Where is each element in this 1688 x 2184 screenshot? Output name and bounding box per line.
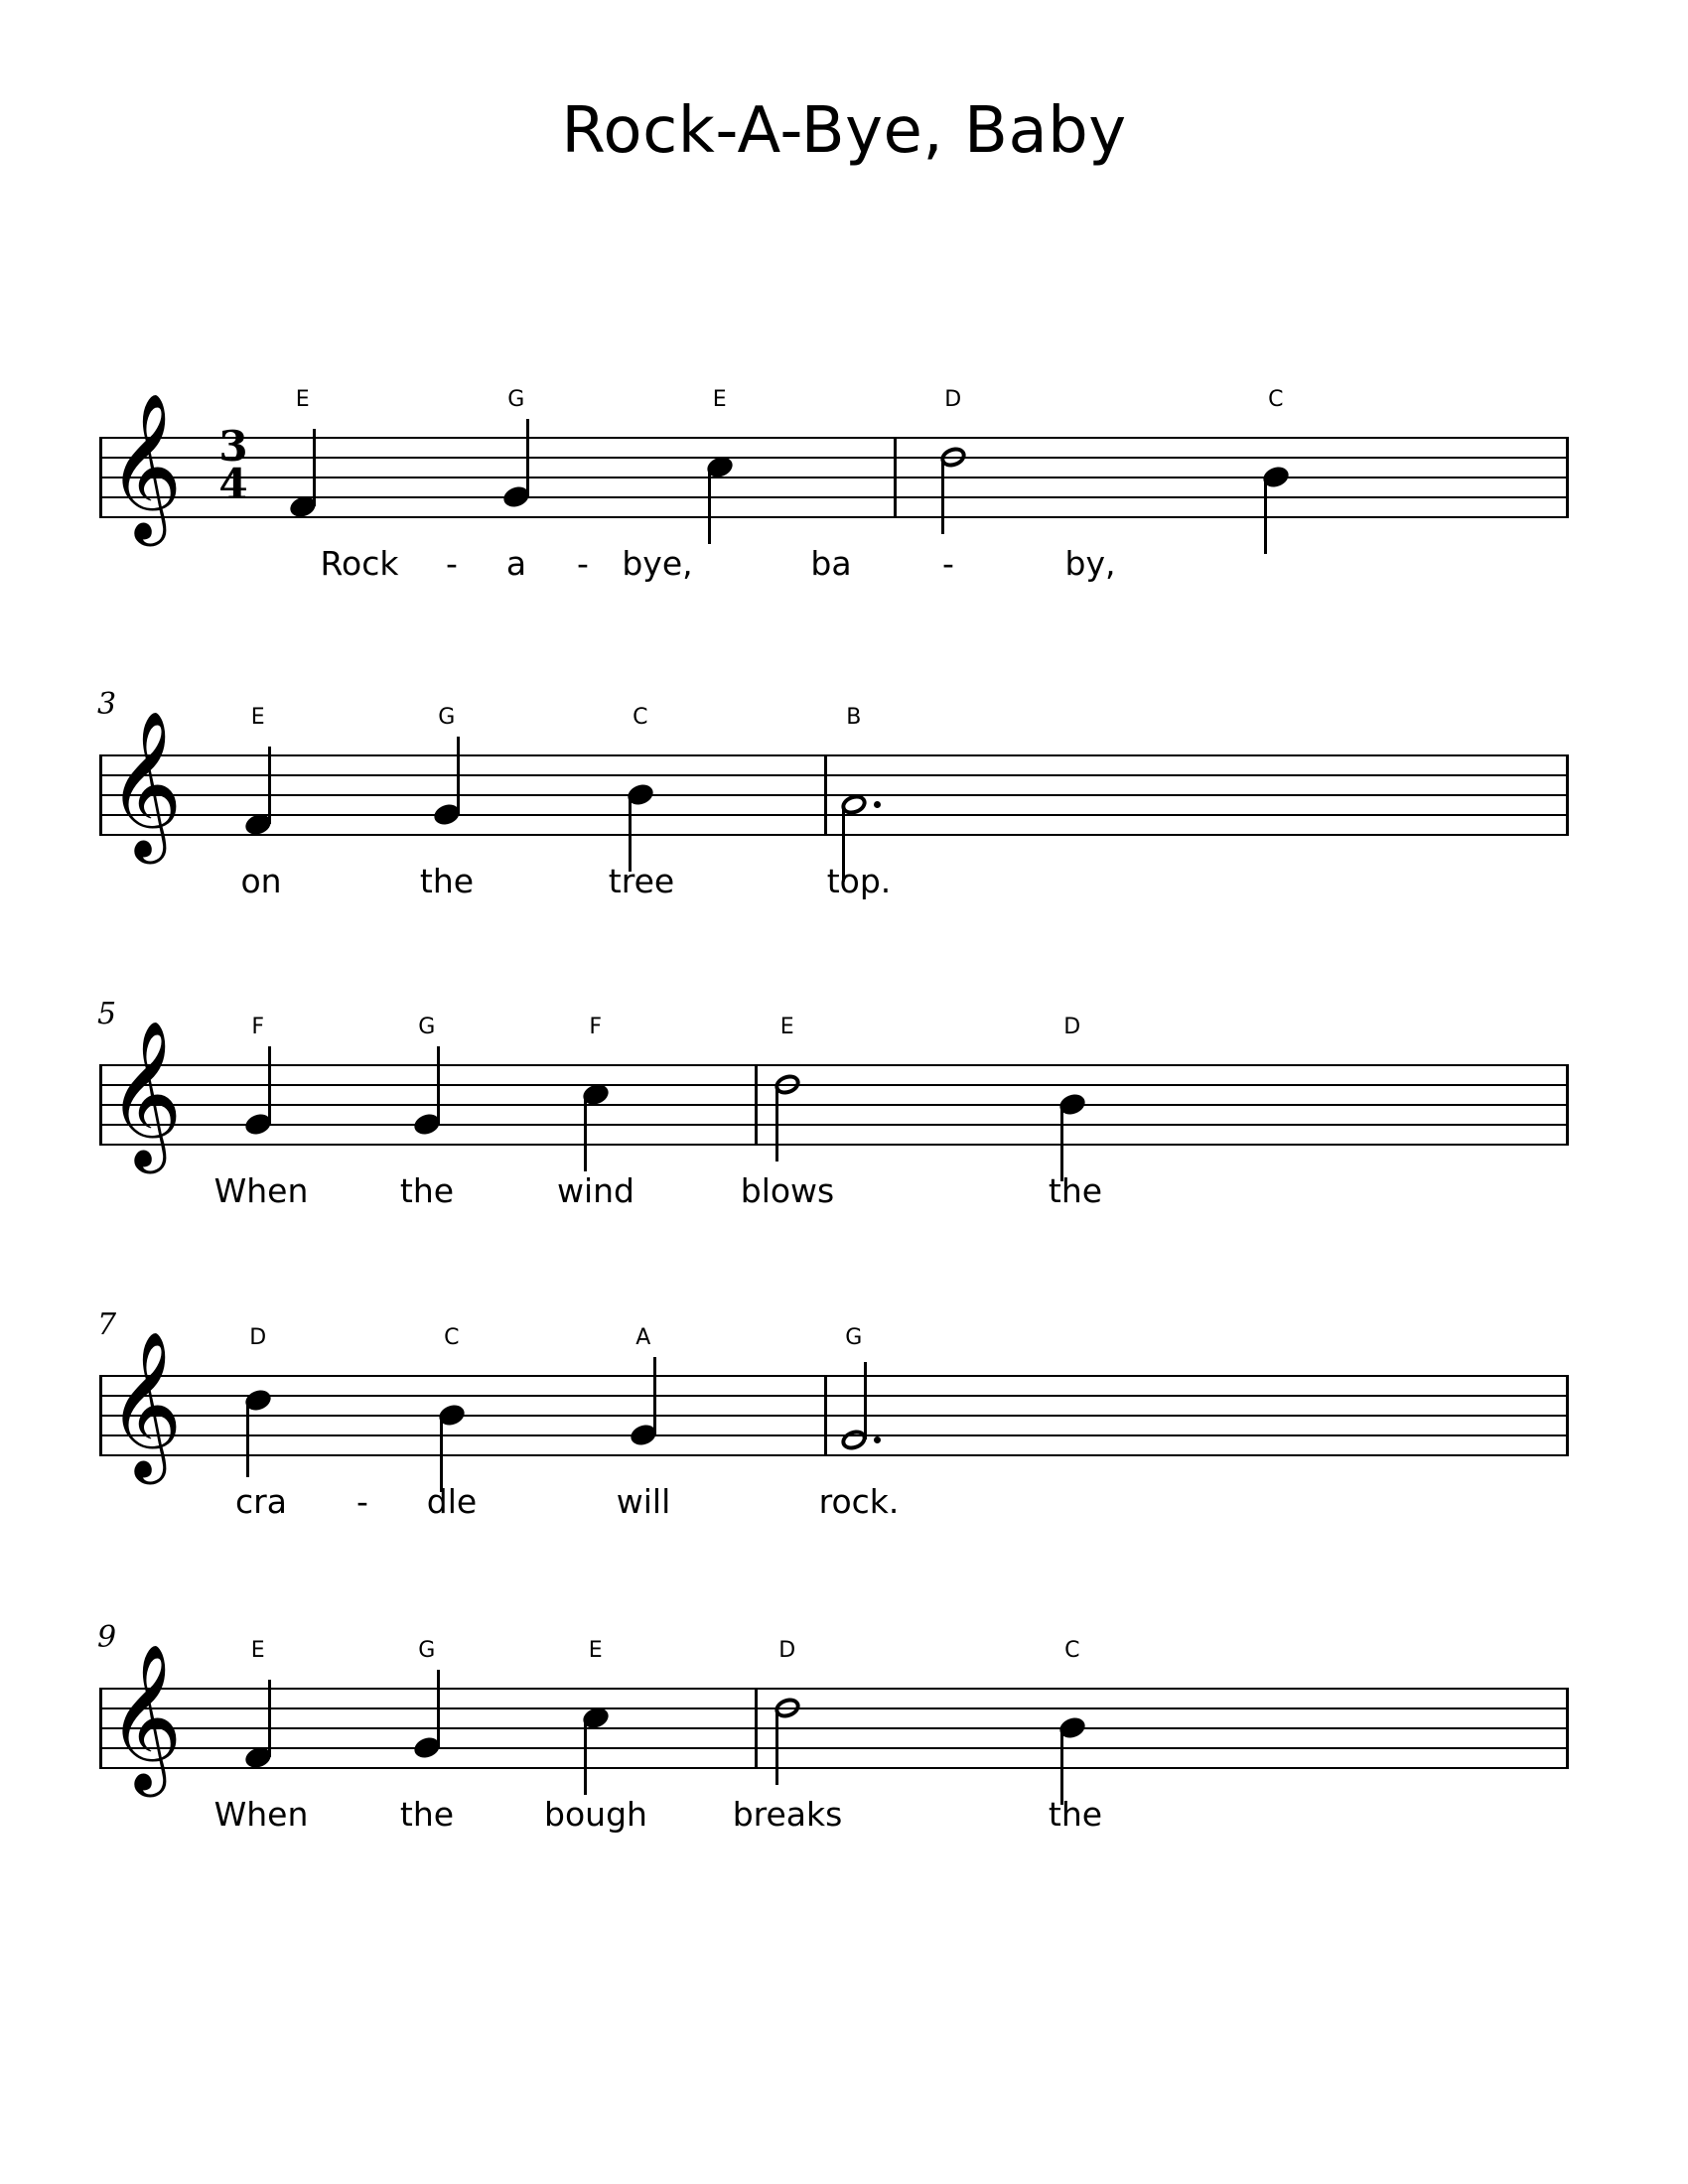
note-stem	[268, 747, 271, 824]
lyric-syllable: tree	[608, 862, 675, 900]
note-stem	[653, 1357, 656, 1434]
music-system	[0, 997, 1688, 1253]
note-name-label: E	[250, 1638, 266, 1663]
lyric-syllable: -	[356, 1482, 368, 1521]
note-stem	[457, 737, 460, 814]
staff-line	[99, 754, 1569, 756]
note-name-label: C	[1064, 1638, 1080, 1663]
staff-line	[99, 1434, 1569, 1436]
lyric-syllable: wind	[556, 1171, 635, 1210]
lyric-syllable: ba	[810, 544, 852, 583]
barline-end	[1566, 1375, 1569, 1456]
barline-start	[99, 437, 102, 518]
note-name-label: G	[845, 1325, 863, 1350]
staff-line	[99, 834, 1569, 836]
staff-line	[99, 1727, 1569, 1729]
treble-clef-icon: 𝄞	[107, 1330, 183, 1478]
barline-end	[1566, 1688, 1569, 1769]
lyric-syllable: the	[399, 1171, 455, 1210]
note-name-label: F	[589, 1015, 603, 1039]
lyric-syllable: rock.	[818, 1482, 900, 1521]
barline	[824, 1375, 827, 1456]
staff-line	[99, 1064, 1569, 1066]
augmentation-dot	[874, 1436, 881, 1443]
staff-line	[99, 1104, 1569, 1106]
barline-start	[99, 1375, 102, 1456]
note-stem	[313, 429, 316, 506]
barline	[894, 437, 897, 518]
time-signature-numerator: 3	[218, 422, 248, 471]
lyric-syllable: top.	[826, 862, 892, 900]
time-signature-denominator: 4	[218, 460, 248, 508]
staff-line	[99, 774, 1569, 776]
barline	[755, 1688, 758, 1769]
lyric-syllable: the	[419, 862, 475, 900]
page-title: Rock-A-Bye, Baby	[561, 94, 1127, 168]
barline-end	[1566, 437, 1569, 518]
note-name-label: C	[633, 705, 648, 730]
note-stem	[526, 419, 529, 496]
note-name-label: D	[249, 1325, 267, 1350]
note-name-label: E	[712, 387, 728, 412]
measure-number: 5	[97, 997, 117, 1031]
note-stem	[584, 1094, 587, 1171]
lyric-syllable: breaks	[732, 1795, 843, 1834]
lyric-syllable: a	[505, 544, 527, 583]
staff-line	[99, 1767, 1569, 1769]
note-stem	[437, 1046, 440, 1124]
note-stem	[246, 1400, 249, 1477]
staff-line	[99, 1707, 1569, 1709]
staff-line	[99, 1084, 1569, 1086]
lyric-syllable: -	[942, 544, 954, 583]
note-stem	[1060, 1727, 1063, 1805]
note-name-label: C	[1268, 387, 1284, 412]
note-stem	[268, 1680, 271, 1757]
staff-line	[99, 1124, 1569, 1126]
lyric-syllable: the	[399, 1795, 455, 1834]
lyric-syllable: -	[577, 544, 589, 583]
barline-start	[99, 1064, 102, 1146]
barline-start	[99, 754, 102, 836]
staff-line	[99, 437, 1569, 439]
treble-clef-icon: 𝄞	[107, 1020, 183, 1167]
note-name-label: D	[944, 387, 962, 412]
staff-line	[99, 794, 1569, 796]
lyric-syllable: on	[240, 862, 282, 900]
lyric-syllable: the	[1048, 1171, 1103, 1210]
treble-clef-icon: 𝄞	[107, 710, 183, 858]
staff-line	[99, 1688, 1569, 1690]
augmentation-dot	[874, 801, 881, 808]
measure-number: 9	[97, 1620, 117, 1655]
staff	[99, 1020, 1569, 1167]
lyric-syllable: the	[1048, 1795, 1103, 1834]
note-name-label: G	[438, 705, 456, 730]
note-stem	[629, 794, 632, 872]
staff-line	[99, 516, 1569, 518]
treble-clef-icon: 𝄞	[107, 392, 183, 540]
staff-line	[99, 457, 1569, 459]
staff	[99, 392, 1569, 540]
lyric-syllable: cra	[235, 1482, 287, 1521]
lyric-syllable: blows	[740, 1171, 835, 1210]
lyric-syllable: bye,	[622, 544, 693, 583]
note-name-label: D	[1063, 1015, 1081, 1039]
staff-line	[99, 477, 1569, 478]
note-stem	[440, 1415, 443, 1492]
staff-line	[99, 1375, 1569, 1377]
music-system	[0, 377, 1688, 625]
music-system	[0, 1620, 1688, 1876]
note-name-label: E	[295, 387, 311, 412]
measure-number: 3	[97, 687, 117, 722]
note-stem	[775, 1707, 778, 1785]
treble-clef-icon: 𝄞	[107, 1643, 183, 1791]
lyric-syllable: bough	[544, 1795, 647, 1834]
time-signature	[211, 422, 256, 508]
staff-line	[99, 1395, 1569, 1397]
barline-end	[1566, 1064, 1569, 1146]
lyric-syllable: by,	[1064, 544, 1116, 583]
measure-number: 7	[97, 1307, 117, 1342]
note-stem	[941, 457, 944, 534]
lyric-syllable: Rock	[320, 544, 399, 583]
barline-start	[99, 1688, 102, 1769]
lyric-syllable: will	[616, 1482, 671, 1521]
note-stem	[268, 1046, 271, 1124]
note-name-label: D	[778, 1638, 796, 1663]
staff	[99, 710, 1569, 858]
note-name-label: E	[588, 1638, 604, 1663]
staff-line	[99, 1144, 1569, 1146]
note-stem	[1060, 1104, 1063, 1181]
barline	[824, 754, 827, 836]
note-stem	[1264, 477, 1267, 554]
note-name-label: B	[846, 705, 862, 730]
note-name-label: G	[418, 1015, 436, 1039]
note-name-label: E	[250, 705, 266, 730]
staff-line	[99, 814, 1569, 816]
note-stem	[864, 1362, 867, 1439]
note-stem	[584, 1717, 587, 1795]
staff-line	[99, 496, 1569, 498]
staff-line	[99, 1747, 1569, 1749]
lyric-syllable: When	[213, 1795, 309, 1834]
staff	[99, 1643, 1569, 1791]
lyric-syllable: -	[446, 544, 458, 583]
note-stem	[775, 1084, 778, 1161]
lyric-syllable: dle	[426, 1482, 478, 1521]
note-name-label: F	[251, 1015, 265, 1039]
staff	[99, 1330, 1569, 1478]
note-name-label: C	[444, 1325, 460, 1350]
staff-line	[99, 1454, 1569, 1456]
note-stem	[708, 467, 711, 544]
note-name-label: A	[635, 1325, 651, 1350]
note-name-label: E	[779, 1015, 795, 1039]
staff-line	[99, 1415, 1569, 1417]
note-name-label: G	[507, 387, 525, 412]
note-name-label: G	[418, 1638, 436, 1663]
music-system	[0, 1307, 1688, 1564]
music-system	[0, 687, 1688, 943]
barline	[755, 1064, 758, 1146]
barline-end	[1566, 754, 1569, 836]
note-stem	[437, 1670, 440, 1747]
lyric-syllable: When	[213, 1171, 309, 1210]
